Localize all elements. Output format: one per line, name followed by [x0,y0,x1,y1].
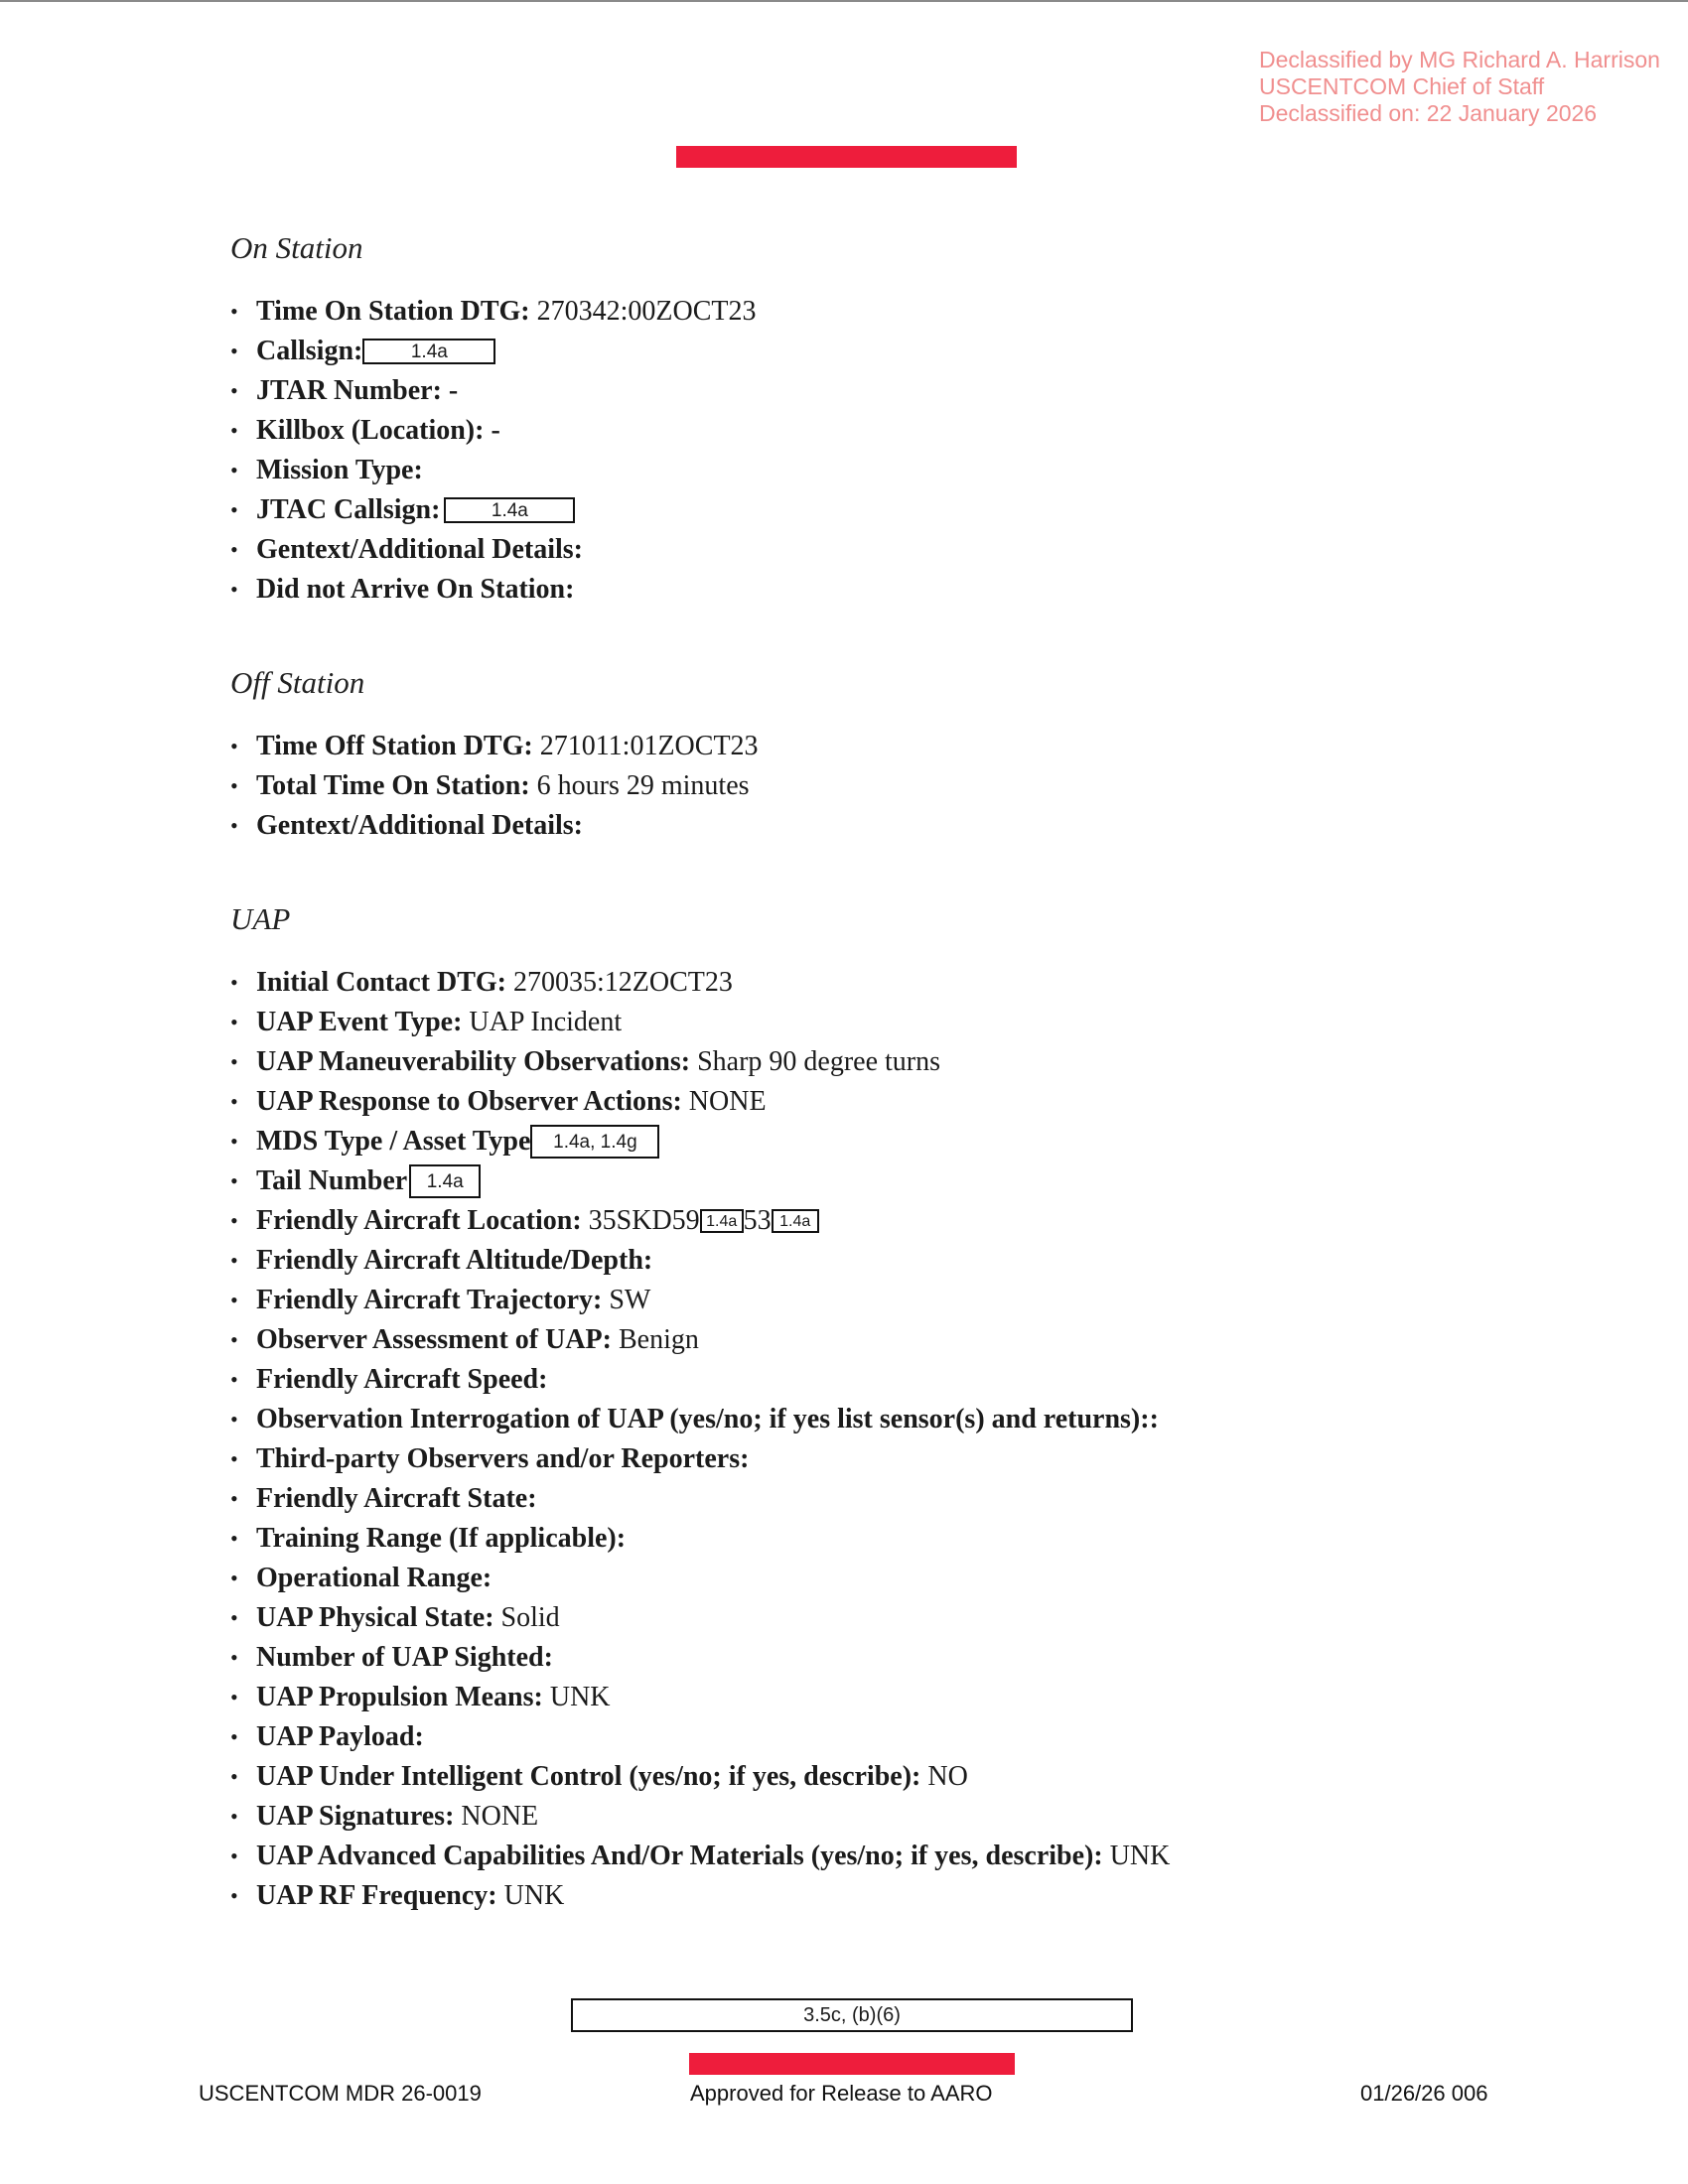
payload-item: • UAP Payload: [230,1721,424,1752]
speed-item: • Friendly Aircraft Speed: [230,1364,548,1395]
off-gentext-item: • Gentext/Additional Details: [230,810,583,841]
aircraft-location-value-b: 53 [743,1205,772,1236]
response-value: NONE [681,1086,767,1117]
interrogation-label: Observation Interrogation of UAP (yes/no; if yes list sensor(s) and returns):: [256,1404,1159,1434]
altitude-label: Friendly Aircraft Altitude/Depth: [256,1245,653,1276]
training-range-item: • Training Range (If applicable): [230,1523,627,1554]
advanced-capabilities-value: UNK [1102,1841,1171,1871]
interrogation-item: • Observation Interrogation of UAP (yes/no; if yes list sensor(s) and returns):: [230,1404,1159,1434]
number-sighted-item: • Number of UAP Sighted: [230,1642,553,1673]
aircraft-state-item: • Friendly Aircraft State: [230,1483,537,1514]
mds-type-item: • MDS Type / Asset Type 1.4a, 1.4g [230,1122,1170,1161]
tail-number-redaction-box: 1.4a [409,1164,481,1198]
declass-line-3: Declassified on: 22 January 2026 [1259,100,1598,126]
signatures-label: UAP Signatures: [256,1801,455,1832]
jtar-number-label: JTAR Number: - [256,375,459,406]
trajectory-value: SW [602,1285,651,1315]
declassification-stamp [1259,47,1676,127]
callsign-redaction-box: 1.4a [362,339,495,364]
mission-type-item: • Mission Type: [230,455,423,485]
payload-label: UAP Payload: [256,1721,424,1752]
jtac-callsign-item: • JTAC Callsign: 1.4a [230,490,757,530]
killbox-item: • Killbox (Location): - [230,415,500,446]
declass-line-1: Declassified by MG Richard A. Harrison [1259,47,1660,72]
on-station-heading: On Station [230,230,363,265]
rf-frequency-label: UAP RF Frequency: [256,1880,497,1911]
location-redaction-box-b: 1.4a [772,1209,819,1233]
aircraft-location-value-a: 35SKD59 [581,1205,700,1236]
time-on-station-value: 270342:00ZOCT23 [529,296,757,327]
time-on-station-item: • Time On Station DTG: 270342:00ZOCT23 [230,296,757,327]
off-gentext-label: Gentext/Additional Details: [256,810,583,841]
number-sighted-label: Number of UAP Sighted: [256,1642,553,1673]
response-label: UAP Response to Observer Actions: [256,1086,682,1117]
advanced-capabilities-item: • UAP Advanced Capabilities And/Or Materials (yes/no; if yes, describe): UNK [230,1841,1171,1871]
mission-type-label: Mission Type: [256,455,423,485]
page-top-border [0,0,1688,2]
time-on-station-label: Time On Station DTG: [256,296,530,327]
operational-range-item: • Operational Range: [230,1563,492,1593]
assessment-label: Observer Assessment of UAP: [256,1324,612,1355]
initial-contact-item: • Initial Contact DTG: 270035:12ZOCT23 [230,967,733,998]
intelligent-control-item: • UAP Under Intelligent Control (yes/no; if yes, describe): NO [230,1761,968,1792]
event-type-item: • UAP Event Type: UAP Incident [230,1007,623,1037]
event-type-value: UAP Incident [462,1007,623,1037]
did-not-arrive-label: Did not Arrive On Station: [256,574,575,605]
gentext-item: • Gentext/Additional Details: [230,534,583,565]
jtac-callsign-redaction-box: 1.4a [444,497,575,523]
tail-number-item: • Tail Number 1.4a [230,1161,1170,1201]
signatures-item: • UAP Signatures: NONE [230,1801,539,1832]
jtac-callsign-label: JTAC Callsign: [256,494,441,525]
callsign-item: • Callsign: 1.4a [230,332,757,371]
maneuverability-item: • UAP Maneuverability Observations: Sharp 90 degree turns [230,1046,941,1077]
training-range-label: Training Range (If applicable): [256,1523,627,1554]
trajectory-item: • Friendly Aircraft Trajectory: SW [230,1285,651,1315]
operational-range-label: Operational Range: [256,1563,492,1593]
aircraft-location-item: • Friendly Aircraft Location: 35SKD59 1.4a 53 1.4a [230,1201,1170,1241]
uap-heading: UAP [230,901,291,936]
bottom-classification-redaction-bar [689,2053,1015,2075]
initial-contact-value: 270035:12ZOCT23 [506,967,733,998]
physical-state-label: UAP Physical State: [256,1602,494,1633]
advanced-capabilities-label: UAP Advanced Capabilities And/Or Materials (yes/no; if yes, describe): [256,1841,1103,1871]
mds-type-redaction-box: 1.4a, 1.4g [530,1125,659,1159]
gentext-label: Gentext/Additional Details: [256,534,583,565]
propulsion-item: • UAP Propulsion Means: UNK [230,1682,611,1712]
declass-line-2: USCENTCOM Chief of Staff [1259,73,1545,99]
maneuverability-value: Sharp 90 degree turns [690,1046,941,1077]
mds-type-label: MDS Type / Asset Type [256,1126,531,1157]
intelligent-control-value: NO [920,1761,968,1792]
assessment-value: Benign [611,1324,699,1355]
total-time-label: Total Time On Station: [256,770,530,801]
on-station-list [230,292,757,610]
footer-page-code: 01/26/26 006 [1360,2081,1488,2106]
response-item: • UAP Response to Observer Actions: NONE [230,1086,767,1117]
top-classification-redaction-bar [676,146,1017,168]
event-type-label: UAP Event Type: [256,1007,463,1037]
aircraft-location-label: Friendly Aircraft Location: [256,1205,582,1236]
callsign-label: Callsign: [256,336,363,366]
assessment-item: • Observer Assessment of UAP: Benign [230,1324,699,1355]
off-station-list [230,727,759,846]
initial-contact-label: Initial Contact DTG: [256,967,506,998]
off-station-heading: Off Station [230,665,365,700]
total-time-value: 6 hours 29 minutes [529,770,750,801]
footer-release-note: Approved for Release to AARO [690,2081,993,2106]
killbox-label: Killbox (Location): - [256,415,500,446]
third-party-item: • Third-party Observers and/or Reporters: [230,1443,750,1474]
time-off-station-item: • Time Off Station DTG: 271011:01ZOCT23 [230,731,759,761]
uap-list [230,963,1170,1916]
physical-state-item: • UAP Physical State: Solid [230,1602,560,1633]
physical-state-value: Solid [493,1602,560,1633]
third-party-label: Third-party Observers and/or Reporters: [256,1443,750,1474]
altitude-item: • Friendly Aircraft Altitude/Depth: [230,1245,653,1276]
intelligent-control-label: UAP Under Intelligent Control (yes/no; if yes, describe): [256,1761,921,1792]
jtar-number-item: • JTAR Number: - [230,375,459,406]
aircraft-state-label: Friendly Aircraft State: [256,1483,537,1514]
tail-number-label: Tail Number [256,1165,408,1196]
trajectory-label: Friendly Aircraft Trajectory: [256,1285,603,1315]
rf-frequency-value: UNK [496,1880,565,1911]
time-off-station-label: Time Off Station DTG: [256,731,533,761]
total-time-item: • Total Time On Station: 6 hours 29 minutes [230,770,750,801]
maneuverability-label: UAP Maneuverability Observations: [256,1046,691,1077]
signatures-value: NONE [454,1801,539,1832]
rf-frequency-item: • UAP RF Frequency: UNK [230,1880,565,1911]
propulsion-label: UAP Propulsion Means: [256,1682,543,1712]
location-redaction-box-a: 1.4a [700,1209,744,1233]
bottom-redaction-box: 3.5c, (b)(6) [571,1998,1133,2032]
speed-label: Friendly Aircraft Speed: [256,1364,548,1395]
time-off-station-value: 271011:01ZOCT23 [532,731,759,761]
footer-mdr-number: USCENTCOM MDR 26-0019 [199,2081,482,2106]
propulsion-value: UNK [542,1682,611,1712]
did-not-arrive-item: • Did not Arrive On Station: [230,574,575,605]
